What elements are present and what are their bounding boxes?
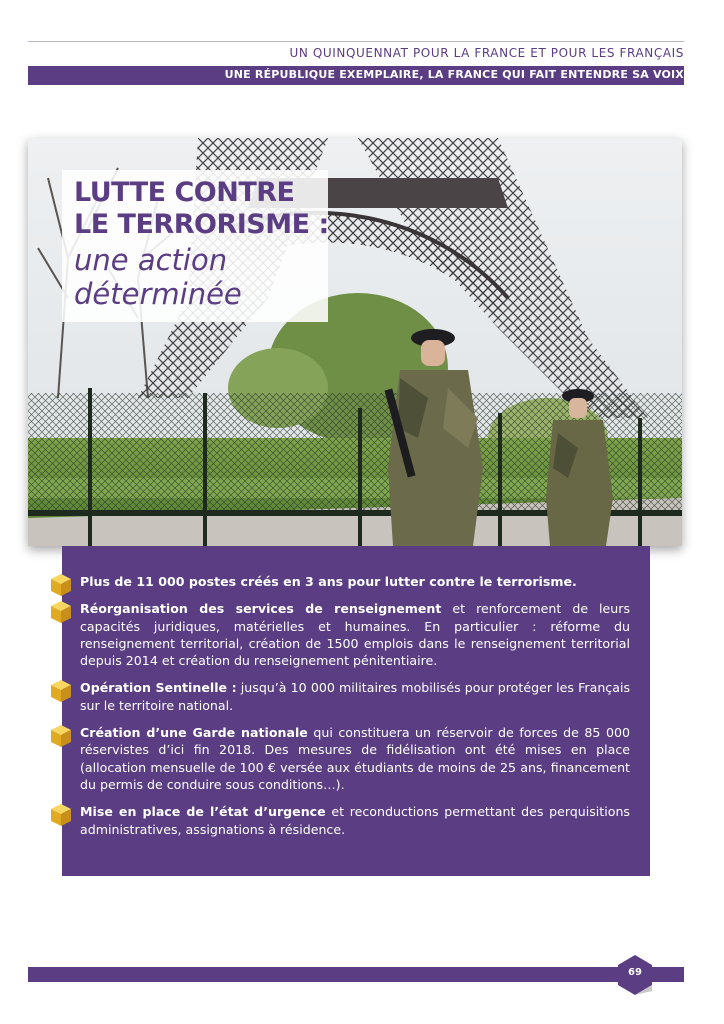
bullet-text: et renforcement de leurs capacités juridiques, matérielles et humaines. En particulier : réforme du renseignement territorial, création de 1500 emplois dans le renseignement territorial depuis 2014 et création du renseignement pénitentiaire.	[80, 601, 631, 669]
bullet-text: jusqu’à 10 000 militaires mobilisés pour protéger les Français sur le territoire national.	[80, 680, 631, 713]
cube-bullet-icon	[50, 803, 72, 827]
bullet-bold: Réorganisation des services de renseignement	[80, 601, 442, 617]
bullet-bold: Plus de 11 000 postes créés en 3 ans pour lutter contre le terrorisme.	[80, 574, 577, 589]
bullet-bold: Opération Sentinelle :	[80, 680, 237, 696]
header-title: UN QUINQUENNAT POUR LA FRANCE ET POUR LES FRANÇAIS	[289, 46, 684, 60]
cube-bullet-icon	[50, 679, 72, 703]
bullet-bold: Création d’une Garde nationale	[80, 725, 308, 741]
bullet-item	[80, 573, 630, 590]
cube-bullet-icon	[50, 573, 72, 597]
content-panel	[62, 546, 650, 876]
bullet-text: qui constituera un réservoir de forces de 85 000 réservistes d’ici fin 2018. Des mesures de fidélisation ont été mises en place (allocation mensuelle de 100 € versée aux étudiants de moins de 25 ans, financement du permis de conduire sous conditions…).	[80, 725, 630, 792]
bullet-bold: Mise en place de l’état d’urgence	[80, 804, 326, 820]
header-subtitle: UNE RÉPUBLIQUE EXEMPLAIRE, LA FRANCE QUI FAIT ENTENDRE SA VOIX	[224, 68, 684, 81]
cube-bullet-icon	[50, 724, 72, 748]
hero-subtitle-line1: une action	[74, 243, 228, 277]
bullet-text: et reconductions permettant des perquisitions administratives, assignations à résidence.	[80, 804, 630, 837]
bullet-item	[80, 803, 630, 838]
page-number: 69	[628, 967, 642, 978]
bullet-item	[80, 679, 630, 714]
hero-title-line2: LE TERRORISME :	[74, 209, 329, 240]
header-rule	[28, 41, 684, 42]
bullet-list	[80, 573, 630, 848]
footer-band	[28, 967, 684, 982]
hero-title-box	[62, 170, 328, 322]
bullet-item	[80, 600, 630, 669]
hero-subtitle-line2: déterminée	[74, 277, 242, 311]
hero-title-line1: LUTTE CONTRE	[74, 177, 295, 208]
cube-bullet-icon	[50, 600, 72, 624]
bullet-item	[80, 724, 630, 793]
